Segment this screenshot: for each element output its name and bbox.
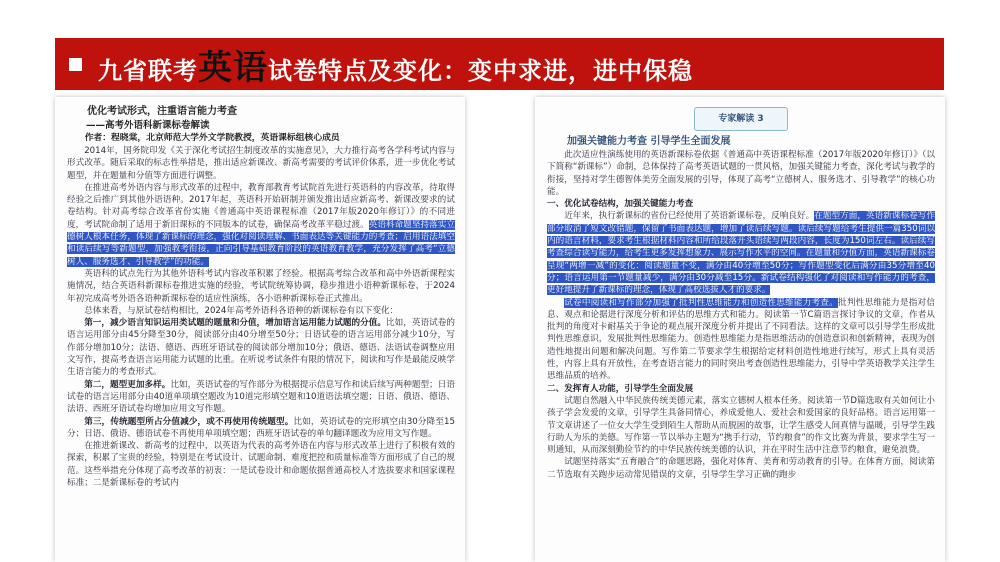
left-point-heading: 第一，减少语言知识运用类试题的题量和分值，增加语言运用能力试题的分值。 <box>84 318 387 329</box>
left-article-author: 作者：程晓棠，北京师范大学外文学院教授，英语课标组核心成员 <box>84 133 340 143</box>
title-highlight-word: 英语 <box>198 47 268 88</box>
right-paragraph: 试题坚持落实“五育融合”的命题思路，强化对体育、美育和劳动教育的引导。在体育方面，阅读第二节选取有关跑步运动常见错误的文章，引导学生学习正确的跑步 <box>547 457 935 480</box>
right-section-heading: 二、发挥育人功能，引导学生全面发展 <box>547 383 694 394</box>
left-highlighted-text: 英语科命题坚持落实立德树人根本任务，体现了新课标的理念，强化对阅读理解、书面表达等关键能力的考查；启用语法填空和读后续写等新题型，加强教考衔接，正向引导基础教育阶段的英语教育教学，充分发挥了高考“立德树人、服务选才、引导教学”的功能。 <box>67 219 455 267</box>
left-article-scan <box>55 97 465 562</box>
left-paragraph <box>67 416 455 441</box>
left-point-heading: 第二，题型更加多样。 <box>84 379 171 390</box>
left-paragraph: 总体来看，与原试卷结构相比，2024年高考外语科各语种的新课标卷有以下变化： <box>84 305 399 316</box>
square-bullet-icon <box>69 58 82 71</box>
right-highlighted-text: 在题型方面，英语新课标卷写作部分取消了短文改错题，保留了书面表达题，增加了读后续写题。读后续写题给考生提供一篇350词以内的语言材料，要求考生根据材料内容和所给段落开头语续写两段内容，长度为150词左右。读后续写考查综合读写能力，给考生更多发挥想象力、展示写作水平的空间。在题量和分值方面，英语新课标卷呈现“两增一减”的变化：阅读题量不变，满分由40分增至50分；写作题型变化后满分由35分增至40分；语言运用第一节题量减少，满分由30分减至15分。新试卷结构强化了对阅读和写作能力的考查，更好地提升了新课标的理念，体现了高校选拔人才的要求。 <box>547 211 935 296</box>
left-paragraph <box>67 182 455 268</box>
left-point-heading: 第三，传统题型所占分值减少，或不再使用传统题型。 <box>84 416 294 427</box>
title-part1: 九省联考 <box>98 56 198 85</box>
slide-header-banner <box>55 38 944 90</box>
left-article-title: 优化考试形式，注重语言能力考查 <box>87 106 237 117</box>
left-paragraph: 英语科的试点先行为其他外语科考试内容改革积累了经验。根据高考综合改革和高中外语新课程实施情况，结合英语科新课标卷推进实施的经验，考试院统筹协调，稳步推进小语种新课标卷，于2024年初完成高考外语各语种新课标卷的适应性演练，各小语种新课标卷正式推出。 <box>67 268 455 304</box>
right-paragraph: 此次适应性演练使用的英语新课标卷依据《普通高中英语课程标准（2017年版2020年修订）》（以下简称“新课标”）命制，总体保持了高考英语试题的一贯风格，加强关键能力考查，深化考试与教学的衔接，坚持对学生德智体美劳全面发展的引导，体现了高考“立德树人、服务选才、引导教学”的核心功能。 <box>547 150 935 197</box>
slide-title <box>98 40 693 89</box>
right-highlighted-text: 试卷中阅读和写作部分加强了批判性思维能力和创造性思维能力考查。 <box>564 297 839 308</box>
right-article-scan <box>535 97 945 562</box>
expert-badge: 专家解读 3 <box>694 107 788 131</box>
left-paragraph-text: 比如，英语试卷的语言运用部分由45分降至30分，阅读部分由40分增至50分；日语试卷的语言运用部分减少10分，写作部分增加10分；法语、德语、西班牙语试卷的阅读部分增加10分；俄语、德语、法语试卷调整应用文写作，提高考查语言运用能力试题的比重。在听说考试条件有限的情况下，阅读和写作是最能反映学生语言能力的考查形式。 <box>67 318 455 378</box>
right-paragraph <box>547 297 935 383</box>
title-part2: 试卷特点及变化：变中求进，进中保稳 <box>268 56 693 85</box>
left-paragraph-text: 比如，英语试卷的写作部分为根据提示信息写作和读后续写两种题型；日语试卷的语言运用部分由40道单项填空题改为10道完形填空题和10道语法填空题；日语、俄语、德语、法语、西班牙语试卷均增加应用文写作题。 <box>67 379 455 415</box>
left-paragraph: 在推进新课改、新高考的过程中，以英语为代表的高考外语在内容与形式改革上进行了积极有效的探索，积累了宝贵的经验，特别是在考试设计、试题命制、难度把控和质量标准等方面形成了自己的规范。这些举措充分体现了高考改革的初衷：一是试卷设计和命题依据普通高校人才选拔要求和国家课程标准；二是新课标卷的考试内 <box>67 441 455 489</box>
right-section-heading: 一、优化试卷结构，加强关键能力考查 <box>547 199 694 210</box>
right-paragraph: 试题自然融入中华民族传统美德元素，落实立德树人根本任务。阅读第一节D篇选取有关如何让小孩子学会发爱的文章，引导学生具备同情心，养成爱他人、爱社会和爱国家的良好品格。语言运用第一节文章讲述了一位女大学生受到陌生人帮助从而脱困的故事，让学生感受人间真情与温暖，引导学生践行助人为乐的美德。写作第一节以举办主题为“携手行动，节约粮食”的作文比赛为背景，要求学生写一则通知，从而深刻勤俭节约的中华民族传统美德的认识，并在平时生活中注意节约粮食，避免浪费。 <box>547 395 935 456</box>
right-paragraph-text: 近年来，执行新课标的省份已经使用了英语新课标卷，反响良好。 <box>564 211 815 222</box>
left-paragraph: 2014年，国务院印发《关于深化考试招生制度改革的实施意见》，大力推行高考各学科考试内容与形式改革。随后采取的标志性举措是，推出适应新课改、新高考需要的考试评价体系，进一步优化考试题型，并在题量和分值等方面进行调整。 <box>67 146 455 181</box>
left-paragraph <box>67 317 455 378</box>
left-article-subtitle: ——高考外语科新课标卷解读 <box>86 120 210 131</box>
left-paragraph <box>67 379 455 416</box>
right-paragraph <box>547 210 935 296</box>
left-paragraph-text: 在推进高考外语内容与形式改革的过程中，教育部教育考试院首先进行英语科的内容改革，待取得经验之后推广到其他外语语种。2017年起，英语科开始研制并颁发推出适应新高考、新课改要求的试卷结构。针对高考综合改革省份实施《普通高中英语课程标准（2017年版2020年修订）》的不同进度，考试院命制了适用于新旧课标的不同版本的试卷，确保高考改革平稳过渡。 <box>67 182 455 230</box>
left-paragraph-text: 比如，英语试卷的完形填空由30分降至15分；日语、俄语、德语试卷不再使用单项填空题；西班牙语试卷的单句翻译题改为应用文写作题。 <box>67 416 455 439</box>
right-article-title: 加强关键能力考查 引导学生全面发展 <box>567 136 731 147</box>
right-paragraph-text: 批判性思维能力是指对信息、观点和论据进行深度分析和评估的思维方式和能力。阅读第一节C篇语言探讨争议的文章，作者从批判的角度对卡耐基关于争论的观点展开深度分析并提出了不同看法。这样的文章可以引导学生形成批判性思维意识，发展批判性思维能力。创造性思维能力是指思维活动的创造意识和创新精神，表现为创造性地提出问题和解决问题。写作第二节要求学生根据给定材料创造性地进行续写，形式上具有灵活性，内容上具有开放性，在考查语言能力的同时突出考查创造性思维能力，引导中学英语教学关注学生思维品质的培养。 <box>547 297 935 382</box>
